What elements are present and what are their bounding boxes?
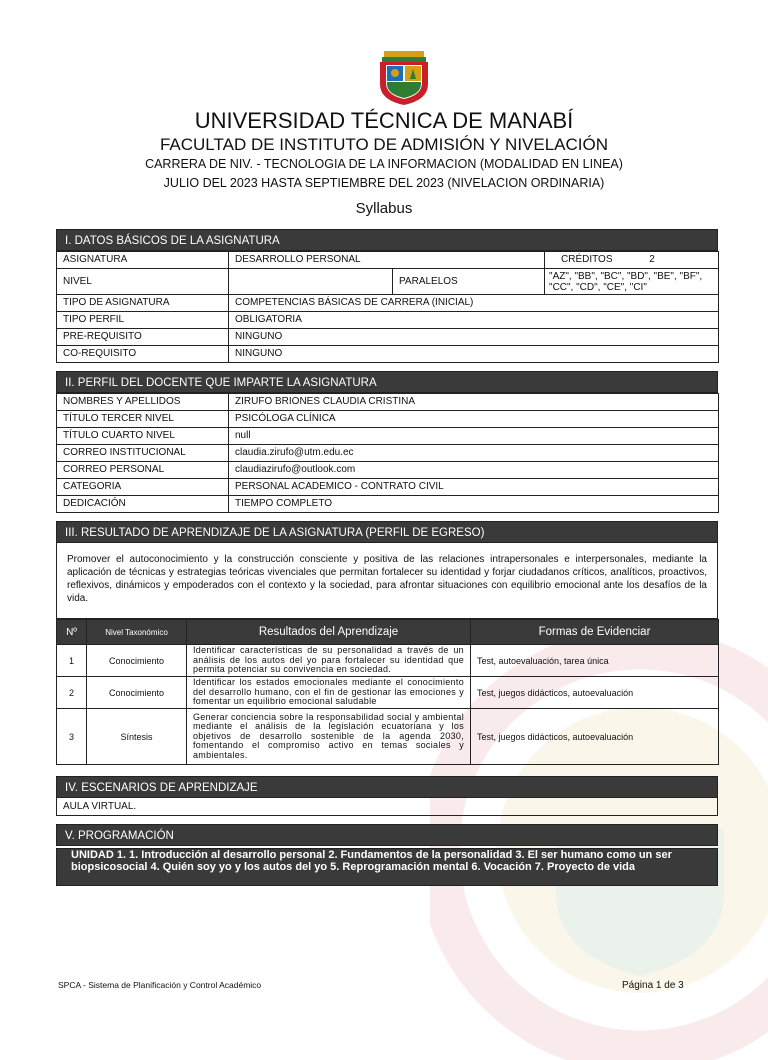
cell-label: NOMBRES Y APELLIDOS [57, 394, 229, 411]
table-row [57, 445, 719, 462]
section-perfil-docente [56, 371, 718, 513]
section-datos-basicos [56, 229, 718, 363]
col-header-num: Nº [57, 620, 87, 645]
document-type: Syllabus [355, 200, 413, 217]
section-resultado-aprendizaje [56, 521, 718, 765]
cell-label: PRE-REQUISITO [57, 329, 229, 346]
cell-value: claudia.zirufo@utm.edu.ec [229, 445, 719, 462]
row-formas: Test, juegos didácticos, autoevaluación [471, 677, 719, 709]
programacion-content: UNIDAD 1. 1. Introducción al desarrollo personal 2. Fundamentos de la personalidad 3. El ser humano como un ser biopsicosocial 4. Quién soy yo y los autos del yo 5. Reprogramación mental 6. Vocación 7. Proyecto de vida [56, 848, 718, 886]
period-title: JULIO DEL 2023 HASTA SEPTIEMBRE DEL 2023 (NIVELACION ORDINARIA) [163, 176, 605, 190]
cell-value: null [229, 428, 719, 445]
cell-value: COMPETENCIAS BÁSICAS DE CARRERA (INICIAL) [229, 295, 719, 312]
table-row [57, 394, 719, 411]
row-formas: Test, juegos didácticos, autoevaluación [471, 709, 719, 765]
cell-value: TIEMPO COMPLETO [229, 496, 719, 513]
creditos-label: CRÉDITOS [561, 254, 613, 265]
row-formas: Test, autoevaluación, tarea única [471, 645, 719, 677]
footer-system: SPCA - Sistema de Planificación y Control Académico [58, 980, 262, 990]
cell-label: ASIGNATURA [57, 252, 229, 269]
table-row [57, 645, 719, 677]
cell-label: TIPO PERFIL [57, 312, 229, 329]
table-row [57, 346, 719, 363]
university-crest-logo [376, 50, 432, 106]
row-num: 2 [57, 677, 87, 709]
cell-label: PARALELOS [393, 269, 545, 295]
cell-value: NINGUNO [229, 329, 719, 346]
row-resultado: Identificar los estados emocionales mediante el conocimiento del desarrollo humano, con el fin de gestionar las emociones y fomentar un equilibrio emocional saludable [187, 677, 471, 709]
table-row [57, 329, 719, 346]
cell-value: OBLIGATORIA [229, 312, 719, 329]
table-row [57, 462, 719, 479]
footer-page-number: Página 1 de 3 [622, 980, 684, 991]
row-nivel: Conocimiento [87, 645, 187, 677]
perfil-docente-table [56, 393, 719, 513]
cell-label: NIVEL [57, 269, 229, 295]
row-nivel: Conocimiento [87, 677, 187, 709]
section-title: II. PERFIL DEL DOCENTE QUE IMPARTE LA ASIGNATURA [56, 371, 718, 393]
creditos-value: 2 [649, 254, 655, 265]
row-resultado: Identificar características de su personalidad a través de un análisis de los autos del yo para fortalecer su identidad que permita potenciar su convivencia en sociedad. [187, 645, 471, 677]
section-title: IV. ESCENARIOS DE APRENDIZAJE [56, 776, 718, 798]
table-row [57, 677, 719, 709]
cell-value: PSICÓLOGA CLÍNICA [229, 411, 719, 428]
cell-value: PERSONAL ACADEMICO - CONTRATO CIVIL [229, 479, 719, 496]
cell-value [229, 269, 393, 295]
cell-value: ZIRUFO BRIONES CLAUDIA CRISTINA [229, 394, 719, 411]
cell-label: TIPO DE ASIGNATURA [57, 295, 229, 312]
table-row [57, 269, 719, 295]
cell-value: NINGUNO [229, 346, 719, 363]
table-row [57, 709, 719, 765]
cell-label: CORREO INSTITUCIONAL [57, 445, 229, 462]
resultados-table [56, 619, 719, 765]
creditos-cell [545, 252, 719, 269]
section-title: III. RESULTADO DE APRENDIZAJE DE LA ASIGNATURA (PERFIL DE EGRESO) [56, 521, 718, 543]
row-resultado: Generar conciencia sobre la responsabilidad social y ambiental mediante el análisis de la legislación ecuatoriana y los objetivos de desarrollo sostenible de la agenda 2030, fomentando el compromiso activo en temas sociales y ambientales. [187, 709, 471, 765]
cell-label: CO-REQUISITO [57, 346, 229, 363]
table-header-row [57, 620, 719, 645]
table-row [57, 312, 719, 329]
cell-label: CATEGORIA [57, 479, 229, 496]
section-programacion [56, 824, 718, 846]
cell-value: DESARROLLO PERSONAL [229, 252, 545, 269]
resultado-paragraph: Promover el autoconocimiento y la construcción consciente y positiva de las relaciones intrapersonales e interpersonales, mediante la aplicación de técnicas y estrategias teóricas vivenciales que permitan fortalecer su identidad y forjar ciudadanos críticos, analíticos, proactivos, reflexivos, dinámicos y empoderados con el contexto y la sociedad, para afrontar situaciones con equilibrio emocional ante los desafíos de la vida. [56, 543, 718, 619]
table-row [57, 252, 719, 269]
row-num: 3 [57, 709, 87, 765]
escenarios-value: AULA VIRTUAL. [56, 798, 718, 816]
row-num: 1 [57, 645, 87, 677]
section-escenarios [56, 776, 718, 816]
faculty-title: FACULTAD DE INSTITUTO DE ADMISIÓN Y NIVELACIÓN [159, 135, 609, 154]
cell-label: TÍTULO TERCER NIVEL [57, 411, 229, 428]
cell-label: CORREO PERSONAL [57, 462, 229, 479]
col-header-formas: Formas de Evidenciar [471, 620, 719, 645]
col-header-resultados: Resultados del Aprendizaje [187, 620, 471, 645]
row-nivel: Síntesis [87, 709, 187, 765]
cell-value: claudiazirufo@outlook.com [229, 462, 719, 479]
datos-basicos-table [56, 251, 719, 363]
section-title: V. PROGRAMACIÓN [56, 824, 718, 846]
table-row [57, 428, 719, 445]
table-row [57, 411, 719, 428]
cell-label: TÍTULO CUARTO NIVEL [57, 428, 229, 445]
table-row [57, 479, 719, 496]
col-header-nivel: Nivel Taxonómico [87, 620, 187, 645]
paralelos-value: "AZ", "BB", "BC", "BD", "BE", "BF", "CC", "CD", "CE", "CI" [545, 269, 719, 295]
section-title: I. DATOS BÁSICOS DE LA ASIGNATURA [56, 229, 718, 251]
cell-label: DEDICACIÓN [57, 496, 229, 513]
career-title: CARRERA DE NIV. - TECNOLOGIA DE LA INFORMACION (MODALIDAD EN LINEA) [145, 157, 623, 171]
table-row [57, 295, 719, 312]
university-title: UNIVERSIDAD TÉCNICA DE MANABÍ [194, 108, 574, 133]
table-row [57, 496, 719, 513]
